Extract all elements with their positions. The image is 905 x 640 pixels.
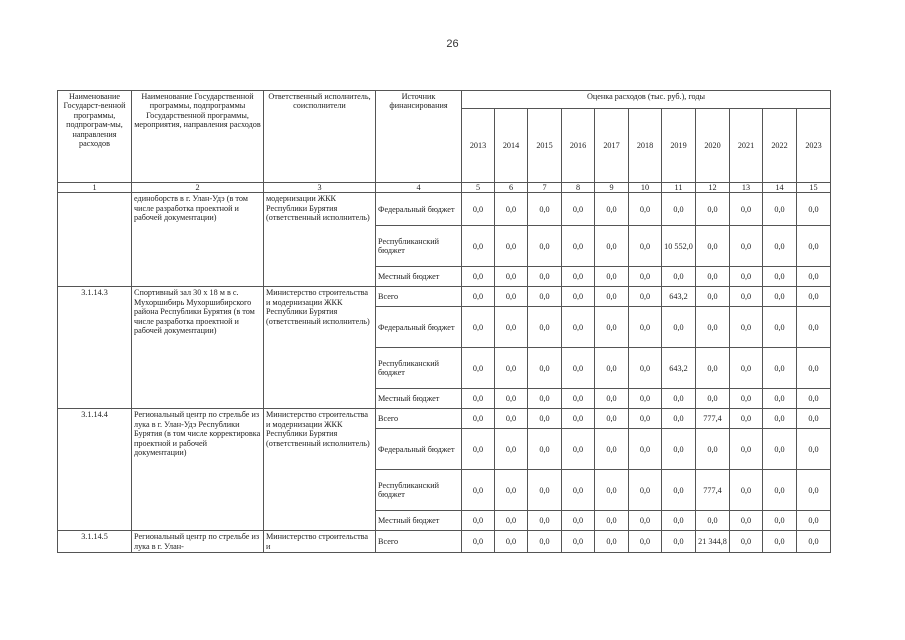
amount-cell: 0,0 bbox=[595, 307, 629, 348]
amount-cell: 0,0 bbox=[528, 307, 562, 348]
amount-cell: 0,0 bbox=[696, 429, 730, 470]
amount-cell: 0,0 bbox=[629, 226, 662, 267]
amount-cell: 0,0 bbox=[662, 511, 696, 531]
amount-cell: 0,0 bbox=[528, 226, 562, 267]
column-number: 5 bbox=[462, 183, 495, 193]
amount-cell: 0,0 bbox=[730, 226, 763, 267]
amount-cell: 0,0 bbox=[629, 531, 662, 553]
item-executor: Министерство строительства и bbox=[264, 531, 376, 553]
amount-cell: 0,0 bbox=[629, 267, 662, 287]
amount-cell: 0,0 bbox=[528, 348, 562, 389]
amount-cell: 0,0 bbox=[462, 226, 495, 267]
amount-cell: 0,0 bbox=[696, 511, 730, 531]
funding-source: Местный бюджет bbox=[376, 389, 462, 409]
amount-cell: 0,0 bbox=[562, 389, 595, 409]
amount-cell: 0,0 bbox=[495, 409, 528, 429]
amount-cell: 0,0 bbox=[730, 531, 763, 553]
amount-cell: 0,0 bbox=[595, 531, 629, 553]
item-code: 3.1.14.3 bbox=[58, 287, 132, 409]
amount-cell: 0,0 bbox=[763, 470, 797, 511]
header-numbers-row bbox=[58, 183, 831, 193]
amount-cell: 0,0 bbox=[763, 287, 797, 307]
amount-cell: 0,0 bbox=[462, 409, 495, 429]
funding-source: Всего bbox=[376, 287, 462, 307]
amount-cell: 0,0 bbox=[797, 226, 831, 267]
column-number: 6 bbox=[495, 183, 528, 193]
funding-source: Федеральный бюджет bbox=[376, 307, 462, 348]
amount-cell: 0,0 bbox=[562, 307, 595, 348]
amount-cell: 0,0 bbox=[495, 267, 528, 287]
column-number: 11 bbox=[662, 183, 696, 193]
amount-cell: 0,0 bbox=[595, 470, 629, 511]
header-col-program: Наименование Государст-венной программы, подпрограм-мы, направления расходов bbox=[58, 91, 132, 183]
table-row bbox=[58, 287, 831, 307]
amount-cell: 0,0 bbox=[595, 511, 629, 531]
expenditure-table bbox=[57, 90, 831, 553]
amount-cell: 0,0 bbox=[797, 193, 831, 226]
table-body bbox=[58, 193, 831, 553]
amount-cell: 0,0 bbox=[629, 348, 662, 389]
amount-cell: 0,0 bbox=[797, 470, 831, 511]
amount-cell: 0,0 bbox=[495, 429, 528, 470]
item-code: 3.1.14.5 bbox=[58, 531, 132, 553]
amount-cell: 0,0 bbox=[730, 409, 763, 429]
amount-cell: 0,0 bbox=[462, 511, 495, 531]
amount-cell: 0,0 bbox=[730, 193, 763, 226]
amount-cell: 0,0 bbox=[696, 226, 730, 267]
amount-cell: 0,0 bbox=[662, 470, 696, 511]
item-code bbox=[58, 193, 132, 287]
amount-cell: 10 552,0 bbox=[662, 226, 696, 267]
amount-cell: 0,0 bbox=[797, 531, 831, 553]
amount-cell: 0,0 bbox=[730, 429, 763, 470]
amount-cell: 0,0 bbox=[696, 389, 730, 409]
amount-cell: 0,0 bbox=[462, 287, 495, 307]
amount-cell: 0,0 bbox=[495, 348, 528, 389]
amount-cell: 0,0 bbox=[696, 348, 730, 389]
amount-cell: 0,0 bbox=[662, 307, 696, 348]
item-name: единоборств в г. Улан-Удэ (в том числе разработка проектной и рабочей документации) bbox=[132, 193, 264, 287]
column-number: 15 bbox=[797, 183, 831, 193]
item-name: Региональный центр по стрельбе из лука в г. Улан-Удэ Республики Бурятия (в том числе корректировка проектной и рабочей документации) bbox=[132, 409, 264, 531]
amount-cell: 643,2 bbox=[662, 287, 696, 307]
table-row bbox=[58, 409, 831, 429]
amount-cell: 0,0 bbox=[528, 287, 562, 307]
amount-cell: 0,0 bbox=[662, 193, 696, 226]
amount-cell: 0,0 bbox=[797, 389, 831, 409]
amount-cell: 0,0 bbox=[797, 267, 831, 287]
amount-cell: 0,0 bbox=[797, 511, 831, 531]
column-number: 10 bbox=[629, 183, 662, 193]
amount-cell: 0,0 bbox=[730, 511, 763, 531]
funding-source: Всего bbox=[376, 409, 462, 429]
amount-cell: 0,0 bbox=[562, 429, 595, 470]
column-number: 4 bbox=[376, 183, 462, 193]
table-row bbox=[58, 531, 831, 553]
column-number: 1 bbox=[58, 183, 132, 193]
amount-cell: 777,4 bbox=[696, 470, 730, 511]
header-year: 2021 bbox=[730, 109, 763, 183]
amount-cell: 0,0 bbox=[797, 307, 831, 348]
amount-cell: 0,0 bbox=[797, 287, 831, 307]
amount-cell: 0,0 bbox=[696, 267, 730, 287]
amount-cell: 0,0 bbox=[629, 193, 662, 226]
amount-cell: 0,0 bbox=[797, 348, 831, 389]
amount-cell: 0,0 bbox=[495, 511, 528, 531]
amount-cell: 0,0 bbox=[562, 531, 595, 553]
amount-cell: 0,0 bbox=[462, 470, 495, 511]
amount-cell: 0,0 bbox=[528, 511, 562, 531]
amount-cell: 0,0 bbox=[730, 287, 763, 307]
header-year: 2022 bbox=[763, 109, 797, 183]
amount-cell: 0,0 bbox=[629, 409, 662, 429]
item-executor: модернизации ЖКК Республики Бурятия (ответственный исполнитель) bbox=[264, 193, 376, 287]
column-number: 12 bbox=[696, 183, 730, 193]
column-number: 13 bbox=[730, 183, 763, 193]
amount-cell: 0,0 bbox=[797, 429, 831, 470]
amount-cell: 0,0 bbox=[595, 267, 629, 287]
amount-cell: 0,0 bbox=[629, 511, 662, 531]
amount-cell: 0,0 bbox=[562, 511, 595, 531]
amount-cell: 0,0 bbox=[528, 409, 562, 429]
amount-cell: 0,0 bbox=[763, 531, 797, 553]
table-row bbox=[58, 193, 831, 226]
header-col-executor: Ответственный исполнитель, соисполнители bbox=[264, 91, 376, 183]
header-year: 2016 bbox=[562, 109, 595, 183]
amount-cell: 0,0 bbox=[528, 193, 562, 226]
amount-cell: 0,0 bbox=[763, 193, 797, 226]
amount-cell: 0,0 bbox=[462, 267, 495, 287]
amount-cell: 0,0 bbox=[462, 193, 495, 226]
amount-cell: 0,0 bbox=[462, 348, 495, 389]
amount-cell: 0,0 bbox=[595, 193, 629, 226]
amount-cell: 0,0 bbox=[662, 409, 696, 429]
item-executor: Министерство строительства и модернизации ЖКК Республики Бурятия (ответственный исполнитель) bbox=[264, 409, 376, 531]
amount-cell: 0,0 bbox=[528, 267, 562, 287]
item-name: Спортивный зал 30 х 18 м в с. Мухоршибирь Мухоршибирского района Республики Бурятия (в том числе разработка проектной и рабочей документации) bbox=[132, 287, 264, 409]
amount-cell: 777,4 bbox=[696, 409, 730, 429]
amount-cell: 0,0 bbox=[495, 389, 528, 409]
header-year: 2018 bbox=[629, 109, 662, 183]
amount-cell: 0,0 bbox=[763, 307, 797, 348]
amount-cell: 0,0 bbox=[462, 389, 495, 409]
header-year: 2014 bbox=[495, 109, 528, 183]
amount-cell: 0,0 bbox=[730, 470, 763, 511]
amount-cell: 0,0 bbox=[696, 307, 730, 348]
amount-cell: 0,0 bbox=[528, 389, 562, 409]
amount-cell: 0,0 bbox=[662, 267, 696, 287]
amount-cell: 0,0 bbox=[562, 470, 595, 511]
funding-source: Федеральный бюджет bbox=[376, 193, 462, 226]
amount-cell: 0,0 bbox=[696, 287, 730, 307]
item-code: 3.1.14.4 bbox=[58, 409, 132, 531]
amount-cell: 0,0 bbox=[562, 287, 595, 307]
amount-cell: 0,0 bbox=[763, 409, 797, 429]
amount-cell: 0,0 bbox=[495, 287, 528, 307]
amount-cell: 0,0 bbox=[595, 429, 629, 470]
column-number: 14 bbox=[763, 183, 797, 193]
amount-cell: 0,0 bbox=[595, 226, 629, 267]
funding-source: Республиканский бюджет bbox=[376, 348, 462, 389]
page-number: 26 bbox=[446, 38, 459, 50]
amount-cell: 0,0 bbox=[763, 429, 797, 470]
funding-source: Федеральный бюджет bbox=[376, 429, 462, 470]
column-number: 9 bbox=[595, 183, 629, 193]
column-number: 8 bbox=[562, 183, 595, 193]
amount-cell: 0,0 bbox=[562, 226, 595, 267]
funding-source: Местный бюджет bbox=[376, 511, 462, 531]
amount-cell: 0,0 bbox=[730, 348, 763, 389]
funding-source: Республиканский бюджет bbox=[376, 470, 462, 511]
amount-cell: 0,0 bbox=[662, 531, 696, 553]
amount-cell: 0,0 bbox=[528, 470, 562, 511]
amount-cell: 0,0 bbox=[696, 193, 730, 226]
amount-cell: 0,0 bbox=[629, 470, 662, 511]
amount-cell: 0,0 bbox=[462, 531, 495, 553]
column-number: 3 bbox=[264, 183, 376, 193]
amount-cell: 0,0 bbox=[662, 389, 696, 409]
amount-cell: 0,0 bbox=[495, 193, 528, 226]
amount-cell: 0,0 bbox=[730, 267, 763, 287]
amount-cell: 0,0 bbox=[629, 429, 662, 470]
amount-cell: 0,0 bbox=[595, 287, 629, 307]
amount-cell: 0,0 bbox=[730, 389, 763, 409]
amount-cell: 0,0 bbox=[763, 267, 797, 287]
amount-cell: 0,0 bbox=[562, 409, 595, 429]
header-col-source: Источник финансирования bbox=[376, 91, 462, 183]
amount-cell: 0,0 bbox=[562, 193, 595, 226]
header-year: 2017 bbox=[595, 109, 629, 183]
item-name: Региональный центр по стрельбе из лука в г. Улан- bbox=[132, 531, 264, 553]
amount-cell: 0,0 bbox=[595, 348, 629, 389]
amount-cell: 0,0 bbox=[528, 531, 562, 553]
amount-cell: 0,0 bbox=[763, 348, 797, 389]
column-number: 7 bbox=[528, 183, 562, 193]
header-years-group: Оценка расходов (тыс. руб.), годы bbox=[462, 91, 831, 109]
amount-cell: 0,0 bbox=[730, 307, 763, 348]
amount-cell: 643,2 bbox=[662, 348, 696, 389]
funding-source: Местный бюджет bbox=[376, 267, 462, 287]
amount-cell: 0,0 bbox=[562, 348, 595, 389]
amount-cell: 0,0 bbox=[495, 307, 528, 348]
header-year: 2020 bbox=[696, 109, 730, 183]
amount-cell: 0,0 bbox=[595, 389, 629, 409]
amount-cell: 0,0 bbox=[495, 531, 528, 553]
header-year: 2019 bbox=[662, 109, 696, 183]
column-number: 2 bbox=[132, 183, 264, 193]
header-year: 2013 bbox=[462, 109, 495, 183]
item-executor: Министерство строительства и модернизации ЖКК Республики Бурятия (ответственный исполнитель) bbox=[264, 287, 376, 409]
amount-cell: 0,0 bbox=[562, 267, 595, 287]
amount-cell: 0,0 bbox=[629, 307, 662, 348]
amount-cell: 0,0 bbox=[797, 409, 831, 429]
amount-cell: 0,0 bbox=[528, 429, 562, 470]
amount-cell: 0,0 bbox=[629, 287, 662, 307]
amount-cell: 0,0 bbox=[495, 470, 528, 511]
funding-source: Всего bbox=[376, 531, 462, 553]
header-col-name: Наименование Государственной программы, подпрограммы Государственной программы, мероприятия, направления расходов bbox=[132, 91, 264, 183]
funding-source: Республиканский бюджет bbox=[376, 226, 462, 267]
amount-cell: 0,0 bbox=[495, 226, 528, 267]
amount-cell: 0,0 bbox=[462, 307, 495, 348]
amount-cell: 0,0 bbox=[629, 389, 662, 409]
amount-cell: 21 344,8 bbox=[696, 531, 730, 553]
amount-cell: 0,0 bbox=[462, 429, 495, 470]
header-year: 2015 bbox=[528, 109, 562, 183]
amount-cell: 0,0 bbox=[763, 511, 797, 531]
amount-cell: 0,0 bbox=[763, 226, 797, 267]
amount-cell: 0,0 bbox=[763, 389, 797, 409]
amount-cell: 0,0 bbox=[595, 409, 629, 429]
header-year: 2023 bbox=[797, 109, 831, 183]
amount-cell: 0,0 bbox=[662, 429, 696, 470]
